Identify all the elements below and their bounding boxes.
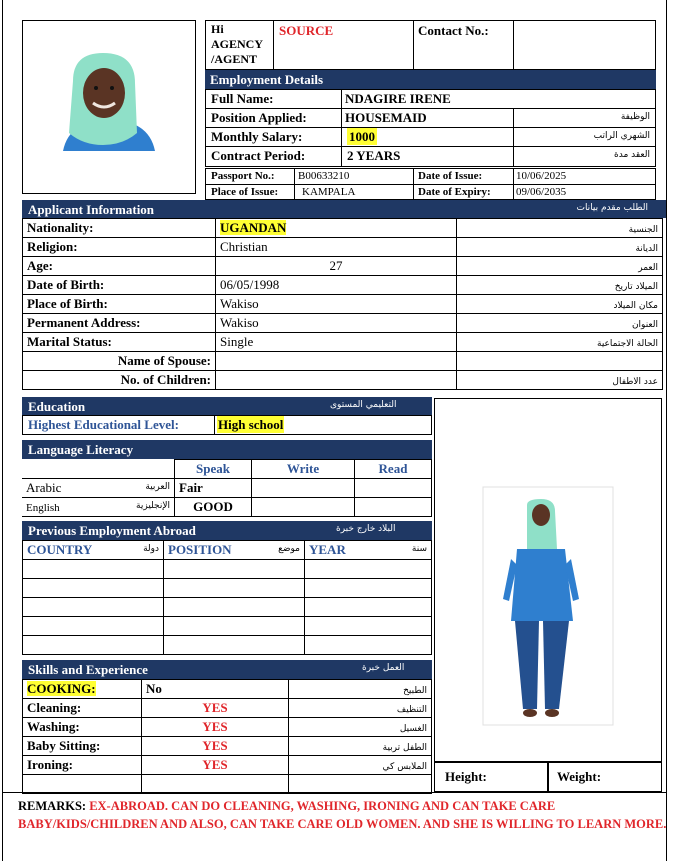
emp-vline-1 xyxy=(341,89,342,167)
skill-arabic: الطفل تربية xyxy=(382,743,427,753)
applicant-arabic-cell xyxy=(457,238,663,257)
table-row xyxy=(22,498,432,517)
contract-label: Contract Period: xyxy=(211,148,306,163)
passport-value: B00633210 xyxy=(298,170,350,182)
language-read xyxy=(355,498,432,517)
skill-value: YES xyxy=(142,737,289,756)
year-arabic: سنة xyxy=(411,544,427,554)
edu-vline xyxy=(214,415,215,435)
issue-place-label: Place of Issue: xyxy=(211,186,279,198)
expiry-label: Date of Expiry: xyxy=(418,186,491,198)
applicant-value xyxy=(216,276,457,295)
skill-arabic-cell xyxy=(289,718,432,737)
applicant-info-title: Applicant Information xyxy=(28,202,155,217)
skill-value: YES xyxy=(142,756,289,775)
applicant-arabic-cell xyxy=(457,219,663,238)
pass-vline-2 xyxy=(413,168,414,200)
page-border-right xyxy=(666,0,667,861)
previous-employment-arabic: البلاد خارج خبرة xyxy=(336,524,396,534)
table-row xyxy=(23,617,432,636)
portrait-image xyxy=(23,21,195,193)
skill-arabic-cell xyxy=(289,699,432,718)
skill-value: No xyxy=(142,680,289,699)
table-row xyxy=(23,756,432,775)
table-row xyxy=(23,560,432,579)
applicant-arabic: العمر xyxy=(638,263,658,273)
issue-place-value: KAMPALA xyxy=(302,186,356,198)
pass-vline-1 xyxy=(294,168,295,200)
height-label: Height: xyxy=(445,769,487,784)
table-row xyxy=(23,333,663,352)
applicant-arabic: العنوان xyxy=(631,320,658,330)
applicant-value xyxy=(216,295,457,314)
applicant-arabic-cell xyxy=(457,314,663,333)
skills-arabic: العمل خبرة xyxy=(362,663,405,673)
portrait-photo xyxy=(22,20,196,194)
applicant-label: Place of Birth: xyxy=(23,295,216,314)
applicant-arabic-cell xyxy=(457,295,663,314)
applicant-label: No. of Children: xyxy=(23,371,216,390)
applicant-info-header xyxy=(22,200,666,218)
applicant-value xyxy=(216,371,457,390)
education-level-label: Highest Educational Level: xyxy=(28,417,179,432)
language-speak: Fair xyxy=(175,479,252,498)
position-label: Position Applied: xyxy=(211,110,307,125)
skill-arabic: الملابس كي xyxy=(382,762,427,772)
language-header: Language Literacy xyxy=(22,440,432,459)
skill-arabic: التنظيف xyxy=(396,705,427,715)
applicant-arabic-cell xyxy=(457,371,663,390)
country-arabic: دولة xyxy=(143,544,159,554)
contract-value: 2 YEARS xyxy=(347,148,401,163)
language-name-cell xyxy=(22,498,175,517)
previous-employment-table xyxy=(22,540,432,655)
skill-label: Baby Sitting: xyxy=(27,738,101,753)
applicant-arabic-cell xyxy=(457,276,663,295)
position-header: POSITION xyxy=(168,542,232,557)
applicant-value-text: 27 xyxy=(329,258,343,273)
skill-arabic-cell xyxy=(289,680,432,699)
applicant-value-text: Wakiso xyxy=(220,296,259,311)
skill-label-cell xyxy=(23,699,142,718)
remarks-divider xyxy=(2,792,667,793)
applicant-value xyxy=(216,333,457,352)
applicant-label: Name of Spouse: xyxy=(23,352,216,371)
previous-employment-header: Previous Employment Abroad xyxy=(22,521,432,540)
emp-vline-2 xyxy=(513,108,514,167)
education-title: Education xyxy=(28,399,86,414)
table-row xyxy=(23,352,663,371)
contract-arabic: العقد مدة xyxy=(614,150,650,160)
language-write xyxy=(252,479,355,498)
skill-label-cell xyxy=(23,737,142,756)
contact-label: Contact No.: xyxy=(418,23,489,38)
applicant-arabic-cell xyxy=(457,333,663,352)
applicant-arabic: مكان الميلاد xyxy=(613,301,658,311)
table-row xyxy=(23,295,663,314)
skill-label-cell xyxy=(23,756,142,775)
write-header: Write xyxy=(252,460,355,479)
applicant-value-text: 06/05/1998 xyxy=(220,277,280,292)
salary-value: 1000 xyxy=(349,129,375,144)
language-arabic: الإنجليزية xyxy=(136,501,170,511)
language-table xyxy=(22,459,432,517)
applicant-label: Permanent Address: xyxy=(23,314,216,333)
source-label: SOURCE xyxy=(279,23,334,38)
skills-table xyxy=(22,679,432,794)
pass-line xyxy=(205,184,656,185)
remarks-line-1 xyxy=(18,797,555,815)
expiry-value: 09/06/2035 xyxy=(516,186,567,198)
table-row xyxy=(23,636,432,655)
applicant-arabic-cell xyxy=(457,352,663,371)
table-row xyxy=(23,737,432,756)
applicant-label: Nationality: xyxy=(23,219,216,238)
applicant-value-text: UGANDAN xyxy=(220,220,287,235)
full-body-photo-frame xyxy=(434,398,662,762)
skill-arabic: الغسيل xyxy=(399,724,427,734)
full-name-label: Full Name: xyxy=(211,91,274,106)
skill-arabic-cell xyxy=(289,737,432,756)
speak-header: Speak xyxy=(175,460,252,479)
applicant-arabic: الحالة الاجتماعية xyxy=(597,339,658,349)
applicant-value-text: Wakiso xyxy=(220,315,259,330)
language-name-cell xyxy=(22,479,175,498)
hi-agency-label: Hi AGENCY /AGENT xyxy=(211,22,264,66)
applicant-value-text: Single xyxy=(220,334,254,349)
issue-date-label: Date of Issue: xyxy=(418,170,483,182)
passport-label: Passport No.: xyxy=(211,170,275,182)
table-row xyxy=(23,579,432,598)
page-border-left xyxy=(2,0,3,861)
full-name-value: NDAGIRE IRENE xyxy=(345,91,451,106)
year-header: YEAR xyxy=(309,542,346,557)
skill-label: COOKING: xyxy=(27,681,96,696)
applicant-label: Marital Status: xyxy=(23,333,216,352)
table-row xyxy=(23,219,663,238)
language-write xyxy=(252,498,355,517)
position-arabic: الوظيفة xyxy=(620,112,650,122)
position-value: HOUSEMAID xyxy=(345,110,427,125)
skill-value: YES xyxy=(142,699,289,718)
country-header: COUNTRY xyxy=(27,542,93,557)
read-header: Read xyxy=(355,460,432,479)
language-name: English xyxy=(26,502,60,514)
salary-label: Monthly Salary: xyxy=(211,129,303,144)
skill-label: Ironing: xyxy=(27,757,73,772)
skill-arabic-cell xyxy=(289,756,432,775)
language-arabic: العربية xyxy=(145,482,170,492)
applicant-value xyxy=(216,314,457,333)
weight-label: Weight: xyxy=(557,769,602,784)
applicant-arabic-cell xyxy=(457,257,663,276)
language-name: Arabic xyxy=(26,480,62,495)
applicant-value xyxy=(216,219,457,238)
applicant-arabic: عدد الاطفال xyxy=(612,377,658,387)
table-row xyxy=(22,479,432,498)
header-divider-1 xyxy=(273,20,274,70)
table-row xyxy=(23,598,432,617)
education-arabic: التعليمي المستوى xyxy=(330,400,397,410)
skill-arabic: الطبيخ xyxy=(403,686,427,696)
skills-header: Skills and Experience xyxy=(22,660,432,679)
applicant-table xyxy=(22,218,663,390)
skill-label: Cleaning: xyxy=(27,700,82,715)
skill-label-cell xyxy=(23,718,142,737)
position-col-arabic: موضع xyxy=(278,544,300,554)
full-body-image xyxy=(435,399,661,761)
applicant-info-arabic: الطلب مقدم بيانات xyxy=(576,203,648,213)
applicant-value-text: Christian xyxy=(220,239,268,254)
table-row xyxy=(23,257,663,276)
skill-label-cell xyxy=(23,680,142,699)
employment-details-header: Employment Details xyxy=(205,70,656,89)
remarks-label: REMARKS: xyxy=(18,799,87,813)
applicant-value xyxy=(216,352,457,371)
table-row xyxy=(23,718,432,737)
applicant-arabic: الجنسية xyxy=(628,225,658,235)
skill-value: YES xyxy=(142,718,289,737)
table-row xyxy=(23,680,432,699)
table-row xyxy=(23,699,432,718)
language-read xyxy=(355,479,432,498)
skill-label: Washing: xyxy=(27,719,80,734)
table-row xyxy=(23,276,663,295)
applicant-label: Religion: xyxy=(23,238,216,257)
education-level-value: High school xyxy=(218,417,284,432)
applicant-arabic: الديانة xyxy=(635,244,658,254)
applicant-value xyxy=(216,238,457,257)
applicant-value xyxy=(216,257,457,276)
table-row xyxy=(23,775,432,794)
applicant-arabic: الميلاد تاريخ xyxy=(614,282,658,292)
header-divider-3 xyxy=(513,20,514,70)
header-divider-2 xyxy=(413,20,414,70)
remarks-text-1: EX-ABROAD. CAN DO CLEANING, WASHING, IRONING AND CAN TAKE CARE xyxy=(89,799,556,813)
applicant-label: Age: xyxy=(23,257,216,276)
issue-date-value: 10/06/2025 xyxy=(516,170,567,182)
language-speak: GOOD xyxy=(175,498,252,517)
remarks-text-2: BABY/KIDS/CHILDREN AND ALSO, CAN TAKE CARE OLD WOMEN. AND SHE IS WILLING TO LEARN MORE. xyxy=(18,817,667,831)
pass-vline-3 xyxy=(513,168,514,200)
table-row xyxy=(23,371,663,390)
applicant-label: Date of Birth: xyxy=(23,276,216,295)
table-row xyxy=(23,314,663,333)
salary-arabic: الشهري الراتب xyxy=(593,131,650,141)
table-row xyxy=(23,238,663,257)
